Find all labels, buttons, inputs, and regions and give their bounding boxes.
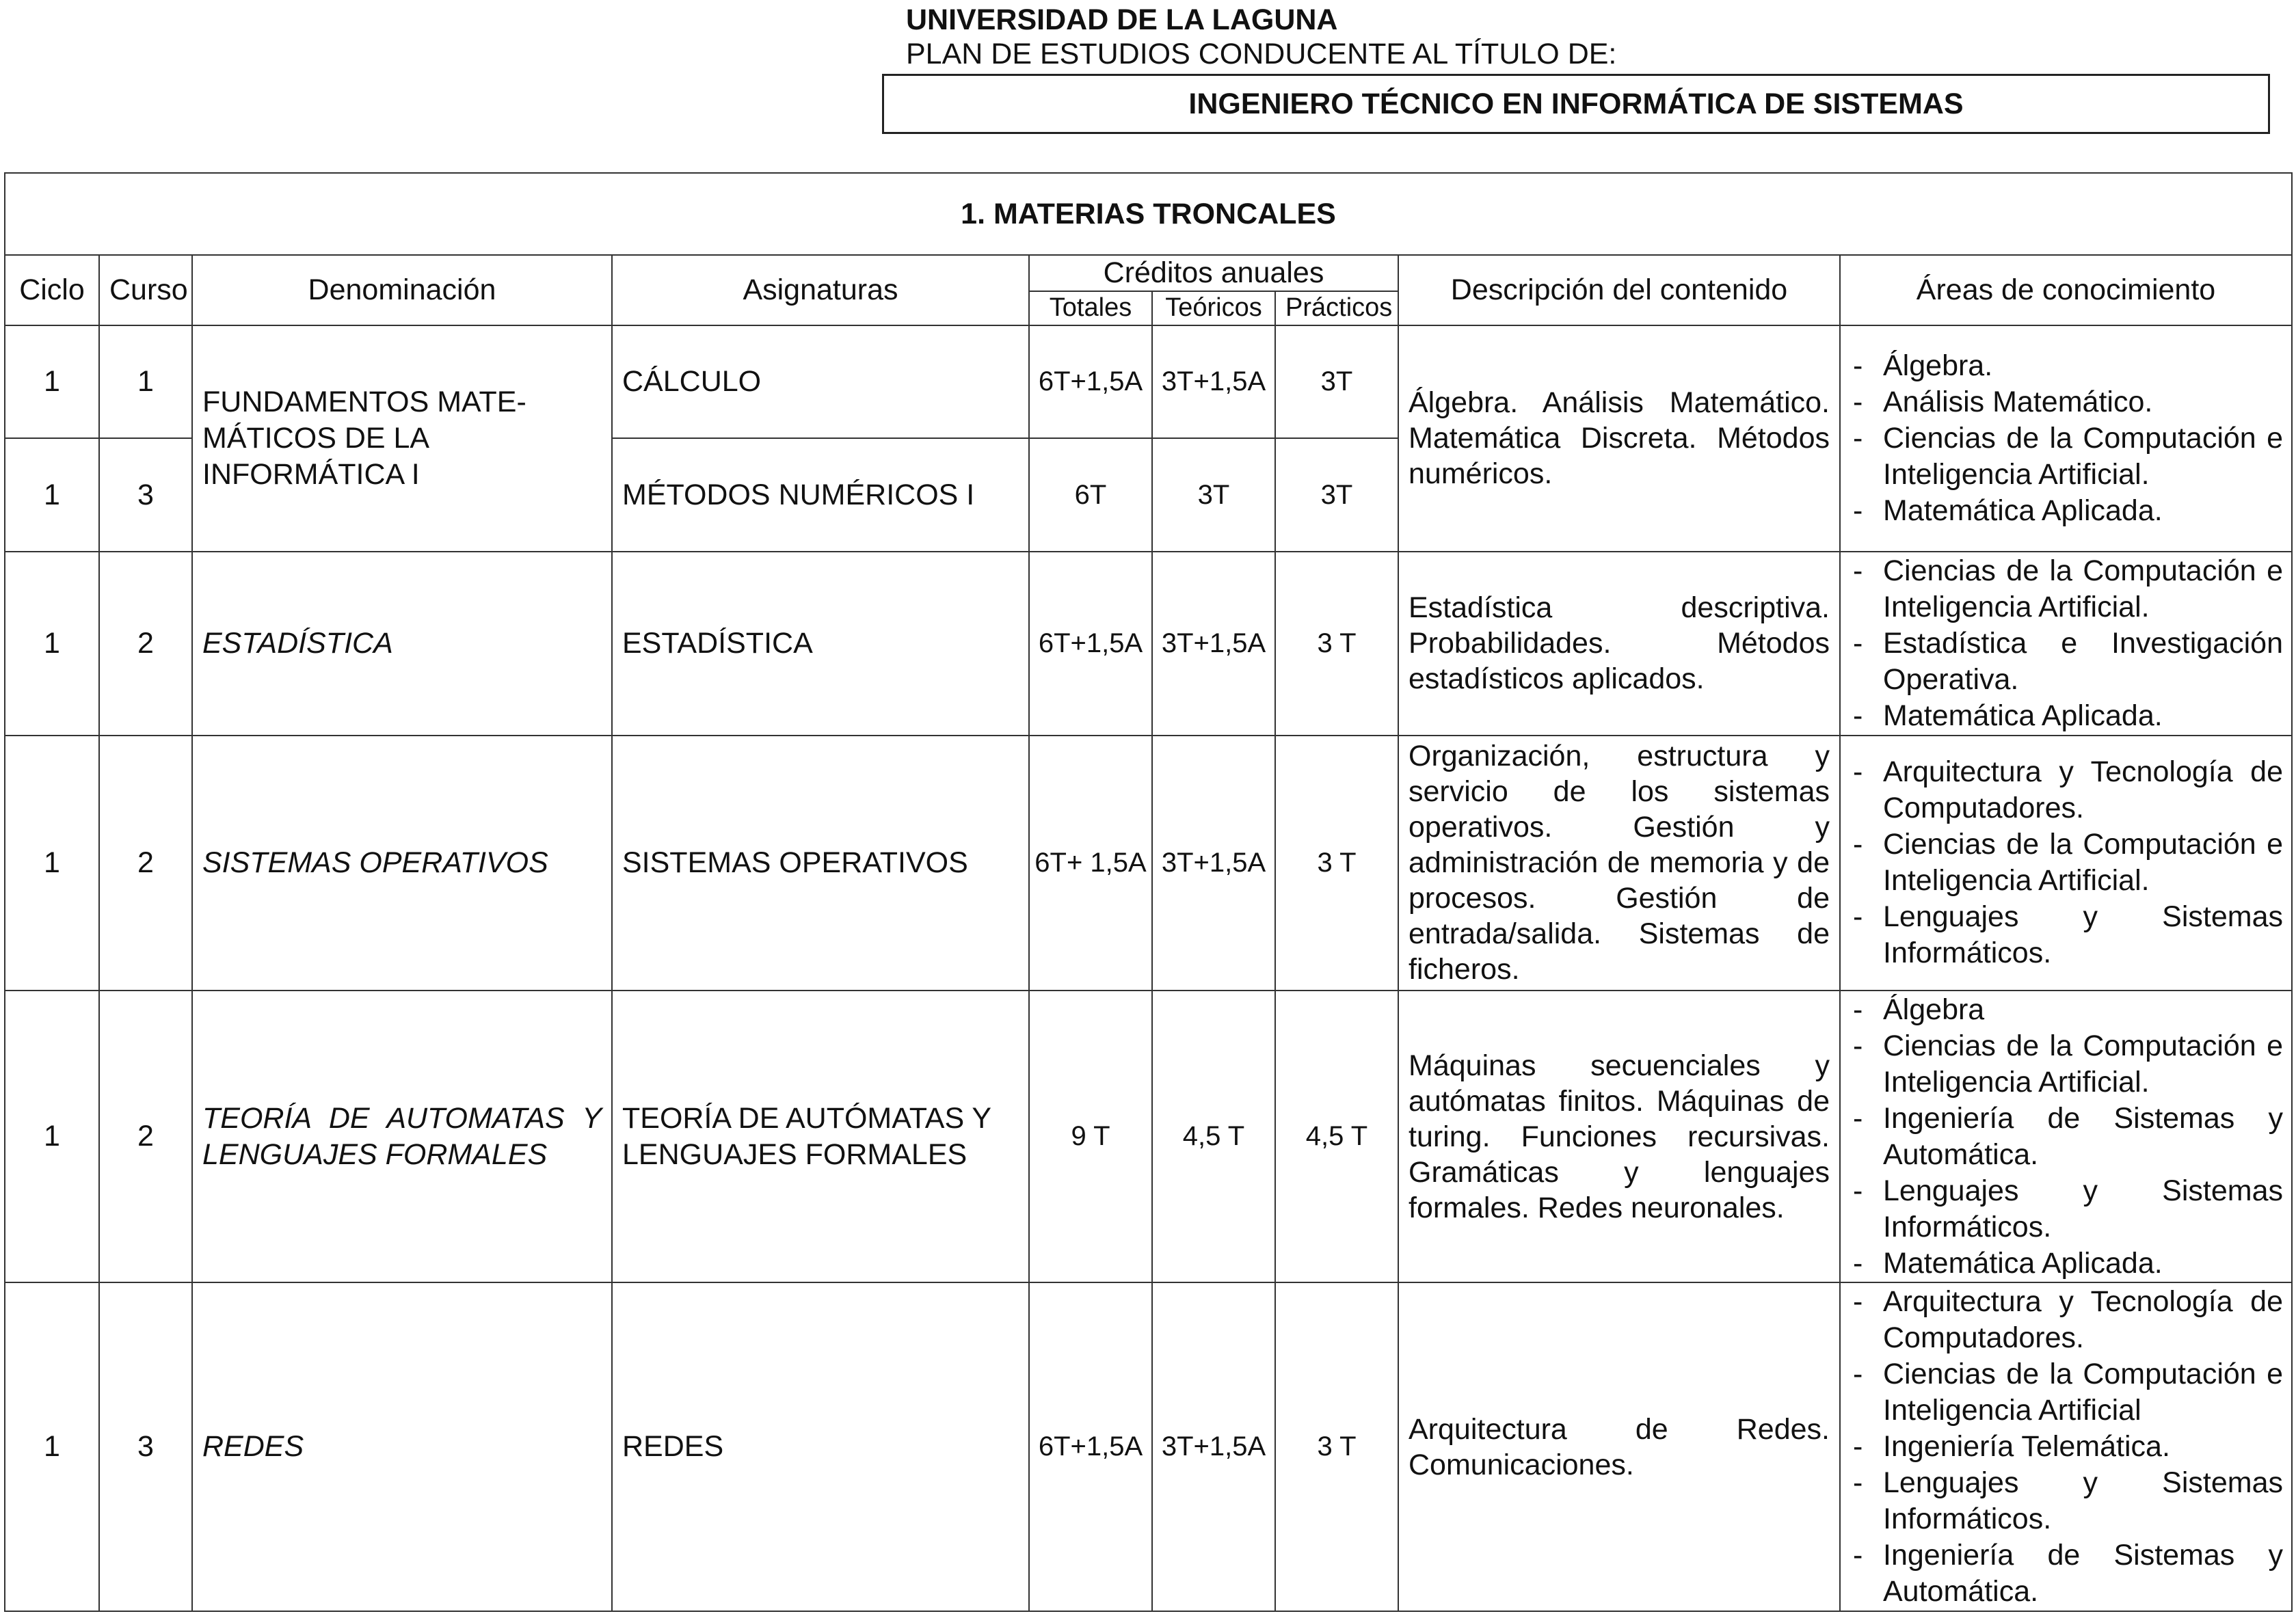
table-row (5, 1282, 2292, 1611)
cell-ciclo: 1 (5, 991, 99, 1282)
col-practicos: Prácticos (1275, 291, 1398, 325)
area-item: - Ciencias de la Computación e Inteligencia Artificial. (1853, 1028, 2283, 1101)
cell-asignatura: SISTEMAS OPERATIVOS (612, 736, 1029, 991)
area-item: - Matemática Aplicada. (1853, 698, 2283, 734)
cell-totales: 6T (1029, 438, 1152, 552)
table-header-row (5, 255, 2292, 291)
cell-descripcion: Estadística descriptiva. Probabilidades. Métodos estadísticos aplicados. (1398, 552, 1840, 736)
area-item: - Lenguajes y Sistemas Informáticos. (1853, 1173, 2283, 1245)
area-item: - Matemática Aplicada. (1853, 1245, 2283, 1282)
table-row (5, 736, 2292, 991)
cell-ciclo: 1 (5, 438, 99, 552)
cell-denominacion: SISTEMAS OPERATIVOS (192, 736, 612, 991)
cell-descripcion: Álgebra. Análisis Matemático. Matemática Discreta. Métodos numéricos. (1398, 325, 1840, 552)
table-row (5, 991, 2292, 1282)
area-item: - Matemática Aplicada. (1853, 493, 2283, 529)
cell-teoricos: 3T (1152, 438, 1275, 552)
cell-descripcion: Organización, estructura y servicio de los sistemas operativos. Gestión y administración de memoria y de procesos. Gestión de entrada/salida. Sistemas de ficheros. (1398, 736, 1840, 991)
col-totales: Totales (1029, 291, 1152, 325)
materias-troncales-table (4, 172, 2293, 1612)
cell-asignatura: TEORÍA DE AUTÓMATAS Y LENGUAJES FORMALES (612, 991, 1029, 1282)
cell-areas (1840, 736, 2292, 991)
cell-areas (1840, 325, 2292, 552)
col-denominacion: Denominación (192, 255, 612, 325)
cell-teoricos: 3T+1,5A (1152, 325, 1275, 439)
cell-curso: 2 (99, 552, 192, 736)
area-item: - Ingeniería Telemática. (1853, 1429, 2283, 1465)
degree-title: INGENIERO TÉCNICO EN INFORMÁTICA DE SISTEMAS (1188, 87, 1964, 120)
cell-areas (1840, 552, 2292, 736)
cell-ciclo: 1 (5, 325, 99, 439)
table-row (5, 552, 2292, 736)
col-areas: Áreas de conocimiento (1840, 255, 2292, 325)
area-item: - Ciencias de la Computación e Inteligencia Artificial. (1853, 420, 2283, 493)
area-item: - Ciencias de la Computación e Inteligencia Artificial. (1853, 553, 2283, 625)
cell-descripcion: Arquitectura de Redes. Comunicaciones. (1398, 1282, 1840, 1611)
area-item: - Ingeniería de Sistemas y Automática. (1853, 1101, 2283, 1173)
cell-practicos: 4,5 T (1275, 991, 1398, 1282)
cell-teoricos: 3T+1,5A (1152, 552, 1275, 736)
area-item: - Álgebra. (1853, 348, 2283, 384)
col-creditos: Créditos anuales (1029, 255, 1398, 291)
area-item: - Arquitectura y Tecnología de Computadores. (1853, 1284, 2283, 1356)
cell-totales: 9 T (1029, 991, 1152, 1282)
cell-teoricos: 4,5 T (1152, 991, 1275, 1282)
cell-curso: 2 (99, 736, 192, 991)
col-asignaturas: Asignaturas (612, 255, 1029, 325)
cell-teoricos: 3T+1,5A (1152, 736, 1275, 991)
document-header (906, 3, 2273, 71)
cell-areas (1840, 991, 2292, 1282)
cell-asignatura: CÁLCULO (612, 325, 1029, 439)
cell-curso: 1 (99, 325, 192, 439)
section-title: 1. MATERIAS TRONCALES (5, 173, 2292, 255)
cell-ciclo: 1 (5, 552, 99, 736)
cell-teoricos: 3T+1,5A (1152, 1282, 1275, 1611)
area-item: - Arquitectura y Tecnología de Computadores. (1853, 754, 2283, 826)
cell-denominacion: TEORÍA DE AUTOMATAS Y LENGUAJES FORMALES (192, 991, 612, 1282)
cell-practicos: 3 T (1275, 1282, 1398, 1611)
col-curso: Curso (99, 255, 192, 325)
cell-totales: 6T+1,5A (1029, 325, 1152, 439)
university-name: UNIVERSIDAD DE LA LAGUNA (906, 3, 1338, 36)
area-item: - Análisis Matemático. (1853, 384, 2283, 420)
cell-totales: 6T+ 1,5A (1029, 736, 1152, 991)
cell-curso: 2 (99, 991, 192, 1282)
cell-ciclo: 1 (5, 736, 99, 991)
cell-asignatura: MÉTODOS NUMÉRICOS I (612, 438, 1029, 552)
col-descripcion: Descripción del contenido (1398, 255, 1840, 325)
cell-denominacion: FUNDAMENTOS MATE-MÁTICOS DE LA INFORMÁTICA I (192, 325, 612, 552)
cell-asignatura: ESTADÍSTICA (612, 552, 1029, 736)
area-item: - Lenguajes y Sistemas Informáticos. (1853, 899, 2283, 971)
cell-curso: 3 (99, 1282, 192, 1611)
cell-practicos: 3 T (1275, 736, 1398, 991)
area-item: - Ingeniería de Sistemas y Automática. (1853, 1537, 2283, 1610)
cell-denominacion: ESTADÍSTICA (192, 552, 612, 736)
area-item: - Ciencias de la Computación e Inteligencia Artificial. (1853, 826, 2283, 899)
table-row (5, 325, 2292, 439)
cell-denominacion: REDES (192, 1282, 612, 1611)
area-item: - Estadística e Investigación Operativa. (1853, 625, 2283, 698)
col-ciclo: Ciclo (5, 255, 99, 325)
col-teoricos: Teóricos (1152, 291, 1275, 325)
degree-title-box (882, 74, 2270, 134)
cell-practicos: 3 T (1275, 552, 1398, 736)
cell-ciclo: 1 (5, 1282, 99, 1611)
cell-practicos: 3T (1275, 438, 1398, 552)
plan-label: PLAN DE ESTUDIOS CONDUCENTE AL TÍTULO DE: (906, 38, 1617, 70)
area-item: - Lenguajes y Sistemas Informáticos. (1853, 1465, 2283, 1537)
cell-totales: 6T+1,5A (1029, 1282, 1152, 1611)
cell-curso: 3 (99, 438, 192, 552)
cell-descripcion: Máquinas secuenciales y autómatas finitos. Máquinas de turing. Funciones recursivas. Gramáticas y lenguajes formales. Redes neuronales. (1398, 991, 1840, 1282)
area-item: - Álgebra (1853, 992, 2283, 1028)
area-item: - Ciencias de la Computación e Inteligencia Artificial (1853, 1356, 2283, 1429)
cell-areas (1840, 1282, 2292, 1611)
cell-asignatura: REDES (612, 1282, 1029, 1611)
cell-totales: 6T+1,5A (1029, 552, 1152, 736)
cell-practicos: 3T (1275, 325, 1398, 439)
